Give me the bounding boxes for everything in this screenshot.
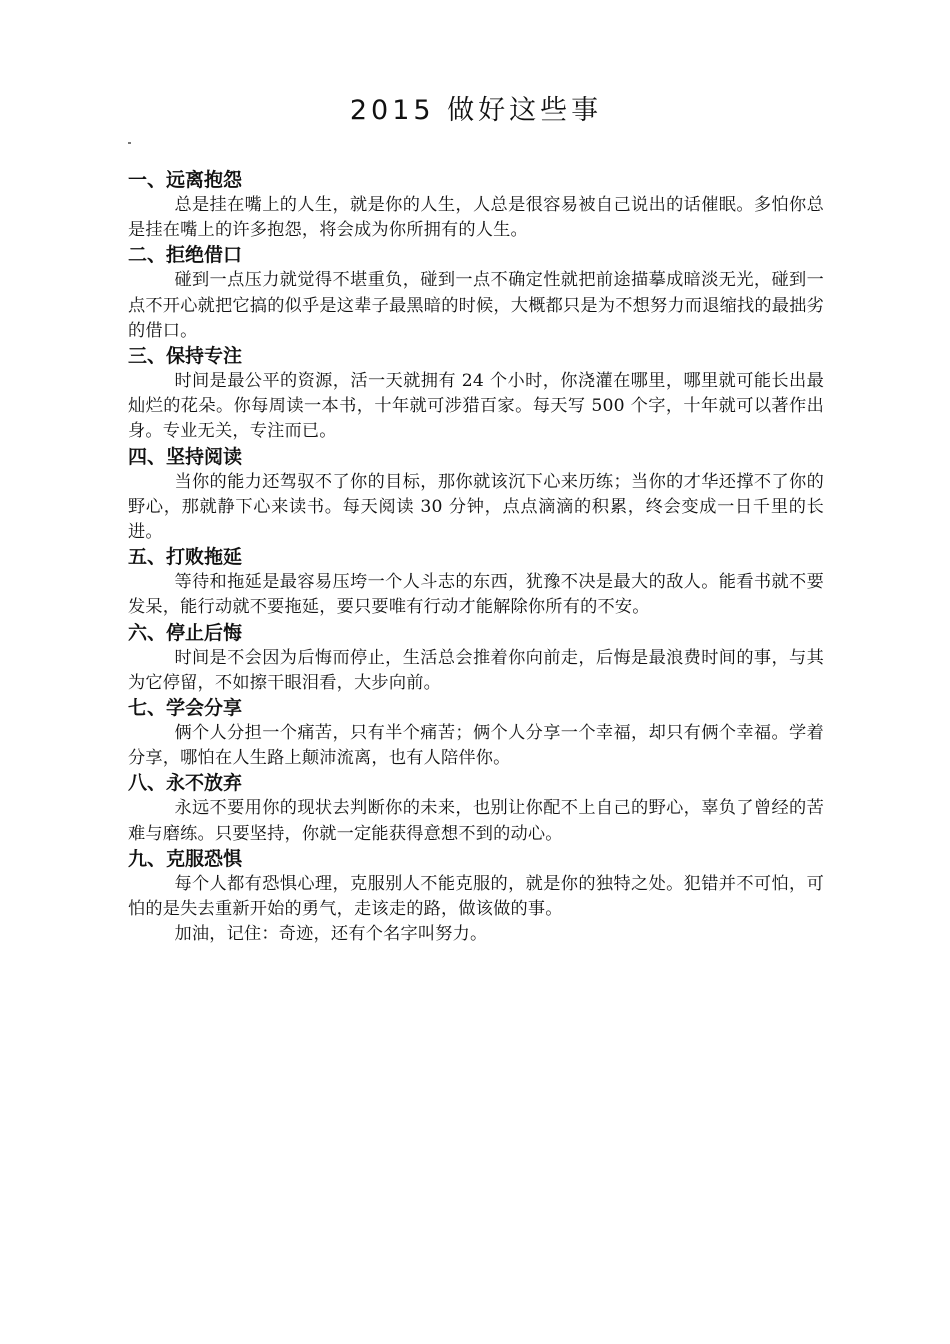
section-7 xyxy=(128,696,824,771)
marker-dot xyxy=(128,142,131,144)
section-heading: 四、坚持阅读 xyxy=(128,445,243,468)
section-paragraph: 总是挂在嘴上的人生，就是你的人生，人总是很容易被自己说出的话催眠。多怕你总是挂在嘴上的许多抱怨，将会成为你所拥有的人生。 xyxy=(128,195,824,241)
section-paragraph: 时间是不会因为后悔而停止，生活总会推着你向前走，后悔是最浪费时间的事，与其为它停留，不如擦干眼泪看，大步向前。 xyxy=(128,647,824,693)
section-paragraph: 碰到一点压力就觉得不堪重负，碰到一点不确定性就把前途描摹成暗淡无光，碰到一点不开心就把它搞的似乎是这辈子最黑暗的时候，大概都只是为不想努力而退缩找的最拙劣的借口。 xyxy=(128,270,824,341)
section-heading: 三、保持专注 xyxy=(128,345,243,368)
section-6 xyxy=(128,621,824,696)
section-paragraph: 俩个人分担一个痛苦，只有半个痛苦；俩个人分享一个幸福，却只有俩个幸福。学着分享，哪怕在人生路上颠沛流离，也有人陪伴你。 xyxy=(128,723,824,769)
page-title: 2015 做好这些事 xyxy=(349,95,603,126)
section-paragraph: 当你的能力还驾驭不了你的目标，那你就该沉下心来历练；当你的才华还撑不了你的野心，那就静下心来读书。每天阅读 30 分钟，点点滴滴的积累，终会变成一日千里的长进。 xyxy=(128,471,824,543)
section-paragraph: 永远不要用你的现状去判断你的未来，也别让你配不上自己的野心，辜负了曾经的苦难与磨练。只要坚持，你就一定能获得意想不到的动心。 xyxy=(128,798,824,844)
section-heading: 九、克服恐惧 xyxy=(128,847,243,870)
closing-line: 加油，记住：奇迹，还有个名字叫努力。 xyxy=(174,924,488,945)
section-heading: 七、学会分享 xyxy=(128,697,243,720)
section-paragraph: 时间是最公平的资源，活一天就拥有 24 个小时，你浇灌在哪里，哪里就可能长出最灿烂的花朵。你每周读一本书，十年就可涉猎百家。每天写 500 个字，十年就可以著作出身。专业无关，专注而已。 xyxy=(128,371,824,442)
section-heading: 六、停止后悔 xyxy=(128,621,243,644)
section-heading: 八、永不放弃 xyxy=(128,772,243,795)
section-9 xyxy=(128,847,824,922)
section-paragraph: 每个人都有恐惧心理，克服别人不能克服的，就是你的独特之处。犯错并不可怕，可怕的是失去重新开始的勇气，走该走的路，做该做的事。 xyxy=(128,873,824,920)
section-heading: 五、打败拖延 xyxy=(128,546,243,569)
section-1 xyxy=(128,168,824,243)
section-5 xyxy=(128,545,824,620)
section-heading: 二、拒绝借口 xyxy=(128,244,243,267)
document-page xyxy=(128,88,824,947)
section-2 xyxy=(128,243,824,344)
section-paragraph: 等待和拖延是最容易压垮一个人斗志的东西，犹豫不决是最大的敌人。能看书就不要发呆，能行动就不要拖延，要只要唯有行动才能解除你所有的不安。 xyxy=(128,572,824,618)
section-8 xyxy=(128,771,824,846)
section-3 xyxy=(128,344,824,445)
document-body xyxy=(128,168,824,947)
section-heading: 一、远离抱怨 xyxy=(128,169,243,191)
section-4 xyxy=(128,445,824,546)
